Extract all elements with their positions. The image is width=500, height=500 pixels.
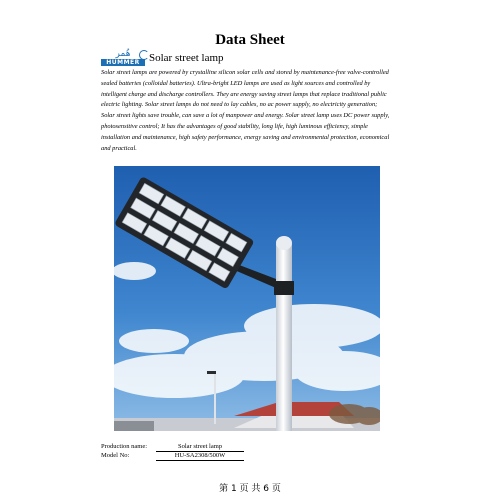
- product-photo: [114, 166, 380, 431]
- model-no-label: Model No:: [101, 452, 130, 459]
- model-no-value: HU-SA2308/500W: [156, 452, 244, 461]
- product-description: Solar street lamps are powered by crystalline silicon solar cells and stored by maintenance-free valve-controlled sealed batteries (colloidal batteries). Ultra-bright LED lamps are used as light sources and controlled by intelligent charge and discharge controllers. They are energy saving street lamps that replace traditional public electric lighting. Solar street lamps do not need to lay cables, no ac power supply, no electricity generation; Solar street lights save trouble, can save a lot of manpower and energy. Solar street lamp uses DC power supply, photosensitive control; It has the advantages of good stability, long life, high luminous efficiency, simple installation and maintenance, high safety performance, energy saving and environmental protection, economical and practical.: [101, 69, 390, 152]
- production-name-value: Solar street lamp: [156, 443, 244, 452]
- product-heading: Solar street lamp: [149, 52, 224, 64]
- logo-arabic-text: هُمر: [115, 49, 131, 59]
- brand-logo: [101, 49, 145, 67]
- logo-swirl-icon: [139, 50, 149, 60]
- page-title: Data Sheet: [215, 32, 285, 48]
- page-footer: 第 1 页 共 6 页: [219, 484, 281, 494]
- street-lamp-illustration: [114, 166, 380, 431]
- logo-english-text: HUMMER: [106, 59, 140, 66]
- production-name-label: Production name:: [101, 443, 148, 450]
